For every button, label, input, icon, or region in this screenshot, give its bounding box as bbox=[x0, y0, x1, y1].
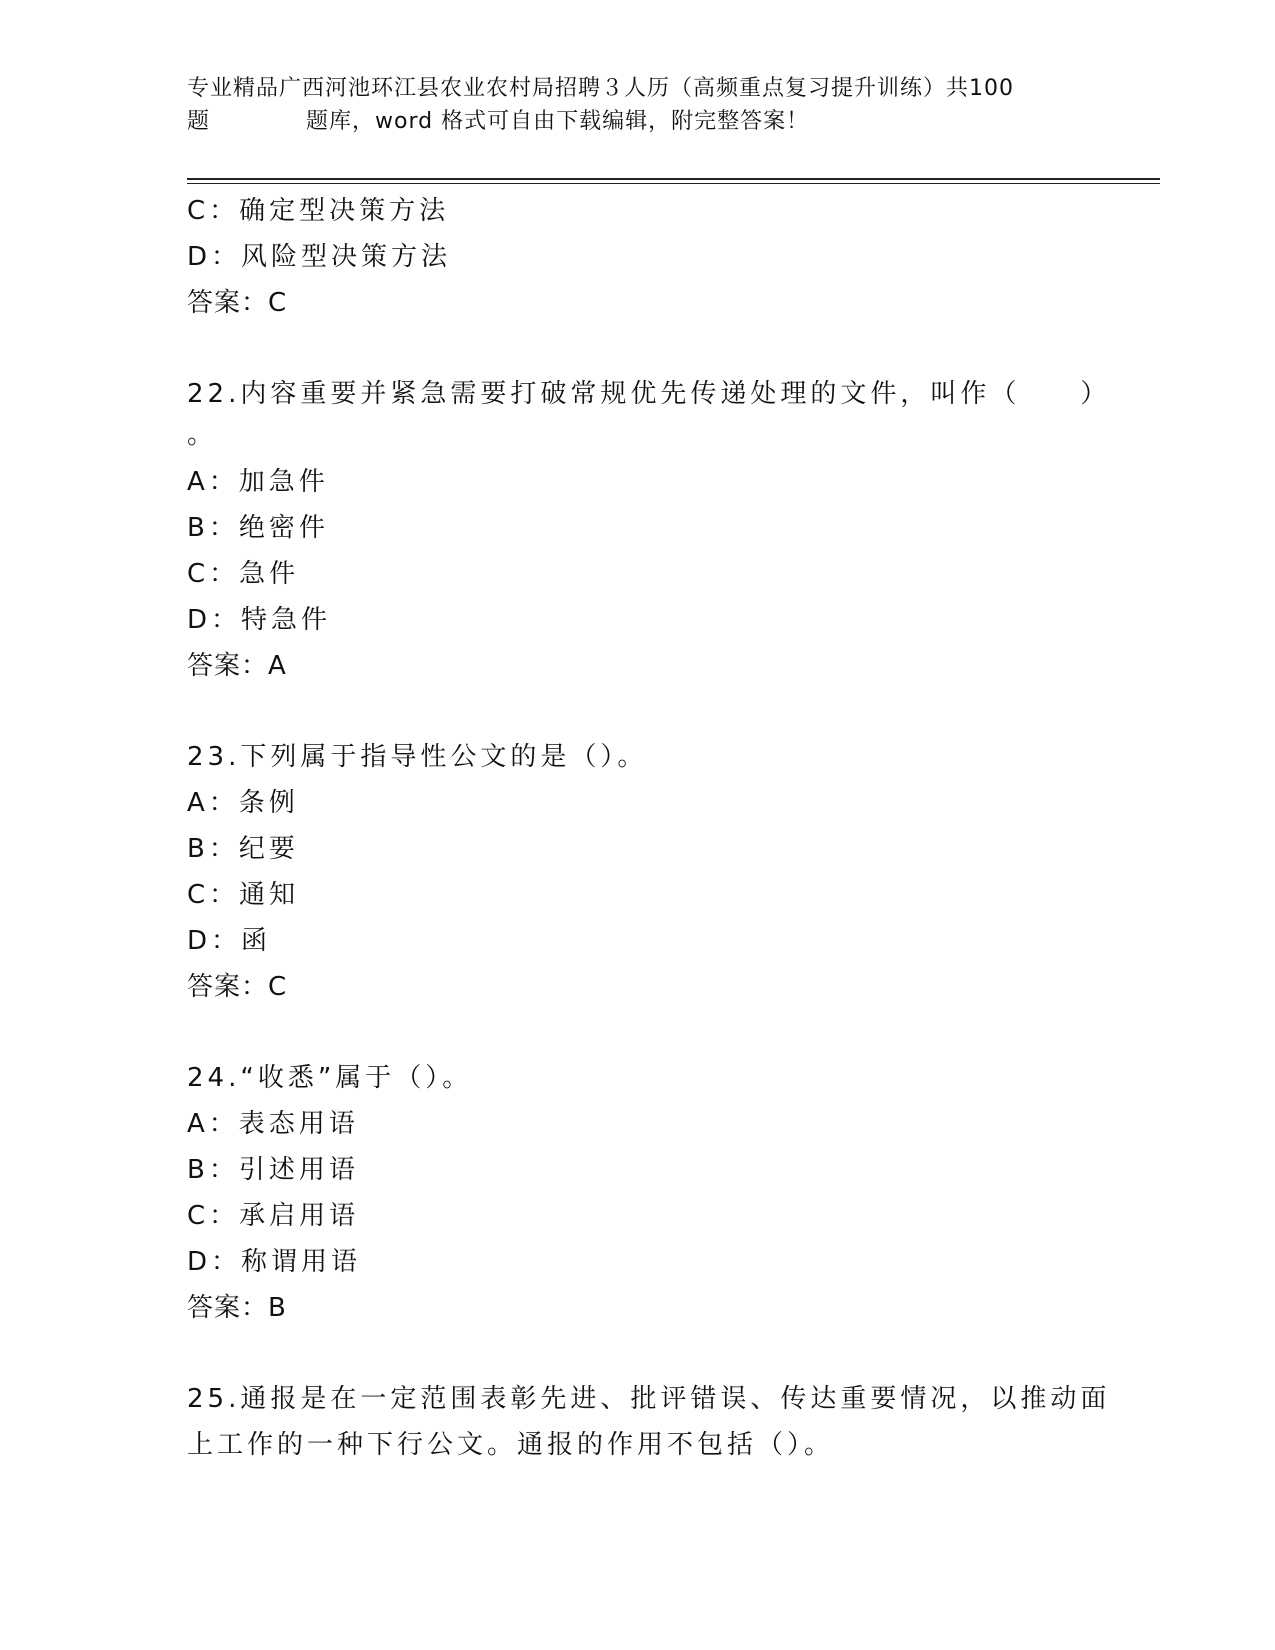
header-title-line2 bbox=[187, 105, 1087, 138]
option-d: D：函 bbox=[187, 926, 272, 956]
question-block-24 bbox=[187, 1055, 1087, 1331]
header-divider-thin bbox=[187, 183, 1160, 184]
document-header bbox=[187, 72, 1087, 138]
header-line2-right: 题库，word 格式可自由下载编辑，附完整答案！ bbox=[306, 109, 810, 134]
option-d: D：风险型决策方法 bbox=[187, 242, 452, 272]
question-text: 23.下列属于指导性公文的是（）。 bbox=[187, 742, 648, 772]
option-c: C：急件 bbox=[187, 559, 300, 589]
option-b: B：纪要 bbox=[187, 834, 299, 864]
answer-line: 答案：A bbox=[187, 651, 287, 681]
question-text: 24.“收悉”属于（）。 bbox=[187, 1063, 473, 1093]
header-line2-left: 题 bbox=[187, 109, 211, 134]
question-block-prev bbox=[187, 188, 1087, 326]
question-text: 25.通报是在一定范围表彰先进、批评错误、传达重要情况，以推动面 bbox=[187, 1384, 1111, 1414]
option-a: A：条例 bbox=[187, 788, 299, 818]
option-c: C：承启用语 bbox=[187, 1201, 360, 1231]
option-c: C：确定型决策方法 bbox=[187, 196, 450, 226]
question-block-22 bbox=[187, 371, 1111, 689]
header-divider-thick bbox=[187, 178, 1160, 180]
question-text-continued: 。 bbox=[187, 420, 218, 450]
option-b: B：绝密件 bbox=[187, 513, 329, 543]
header-title-line1: 专业精品广西河池环江县农业农村局招聘３人历（高频重点复习提升训练）共100 bbox=[187, 76, 1014, 101]
question-block-23 bbox=[187, 734, 1087, 1010]
option-b: B：引述用语 bbox=[187, 1155, 359, 1185]
answer-line: 答案：C bbox=[187, 288, 288, 318]
question-text: 22.内容重要并紧急需要打破常规优先传递处理的文件，叫作（ ） bbox=[187, 379, 1111, 409]
option-a: A：表态用语 bbox=[187, 1109, 359, 1139]
option-d: D：特急件 bbox=[187, 605, 332, 635]
question-block-25 bbox=[187, 1376, 1111, 1468]
answer-line: 答案：C bbox=[187, 972, 288, 1002]
question-text-continued: 上工作的一种下行公文。通报的作用不包括（）。 bbox=[187, 1430, 835, 1460]
option-a: A：加急件 bbox=[187, 467, 329, 497]
option-c: C：通知 bbox=[187, 880, 300, 910]
question-list bbox=[187, 188, 1111, 1468]
option-d: D：称谓用语 bbox=[187, 1247, 362, 1277]
answer-line: 答案：B bbox=[187, 1293, 287, 1323]
